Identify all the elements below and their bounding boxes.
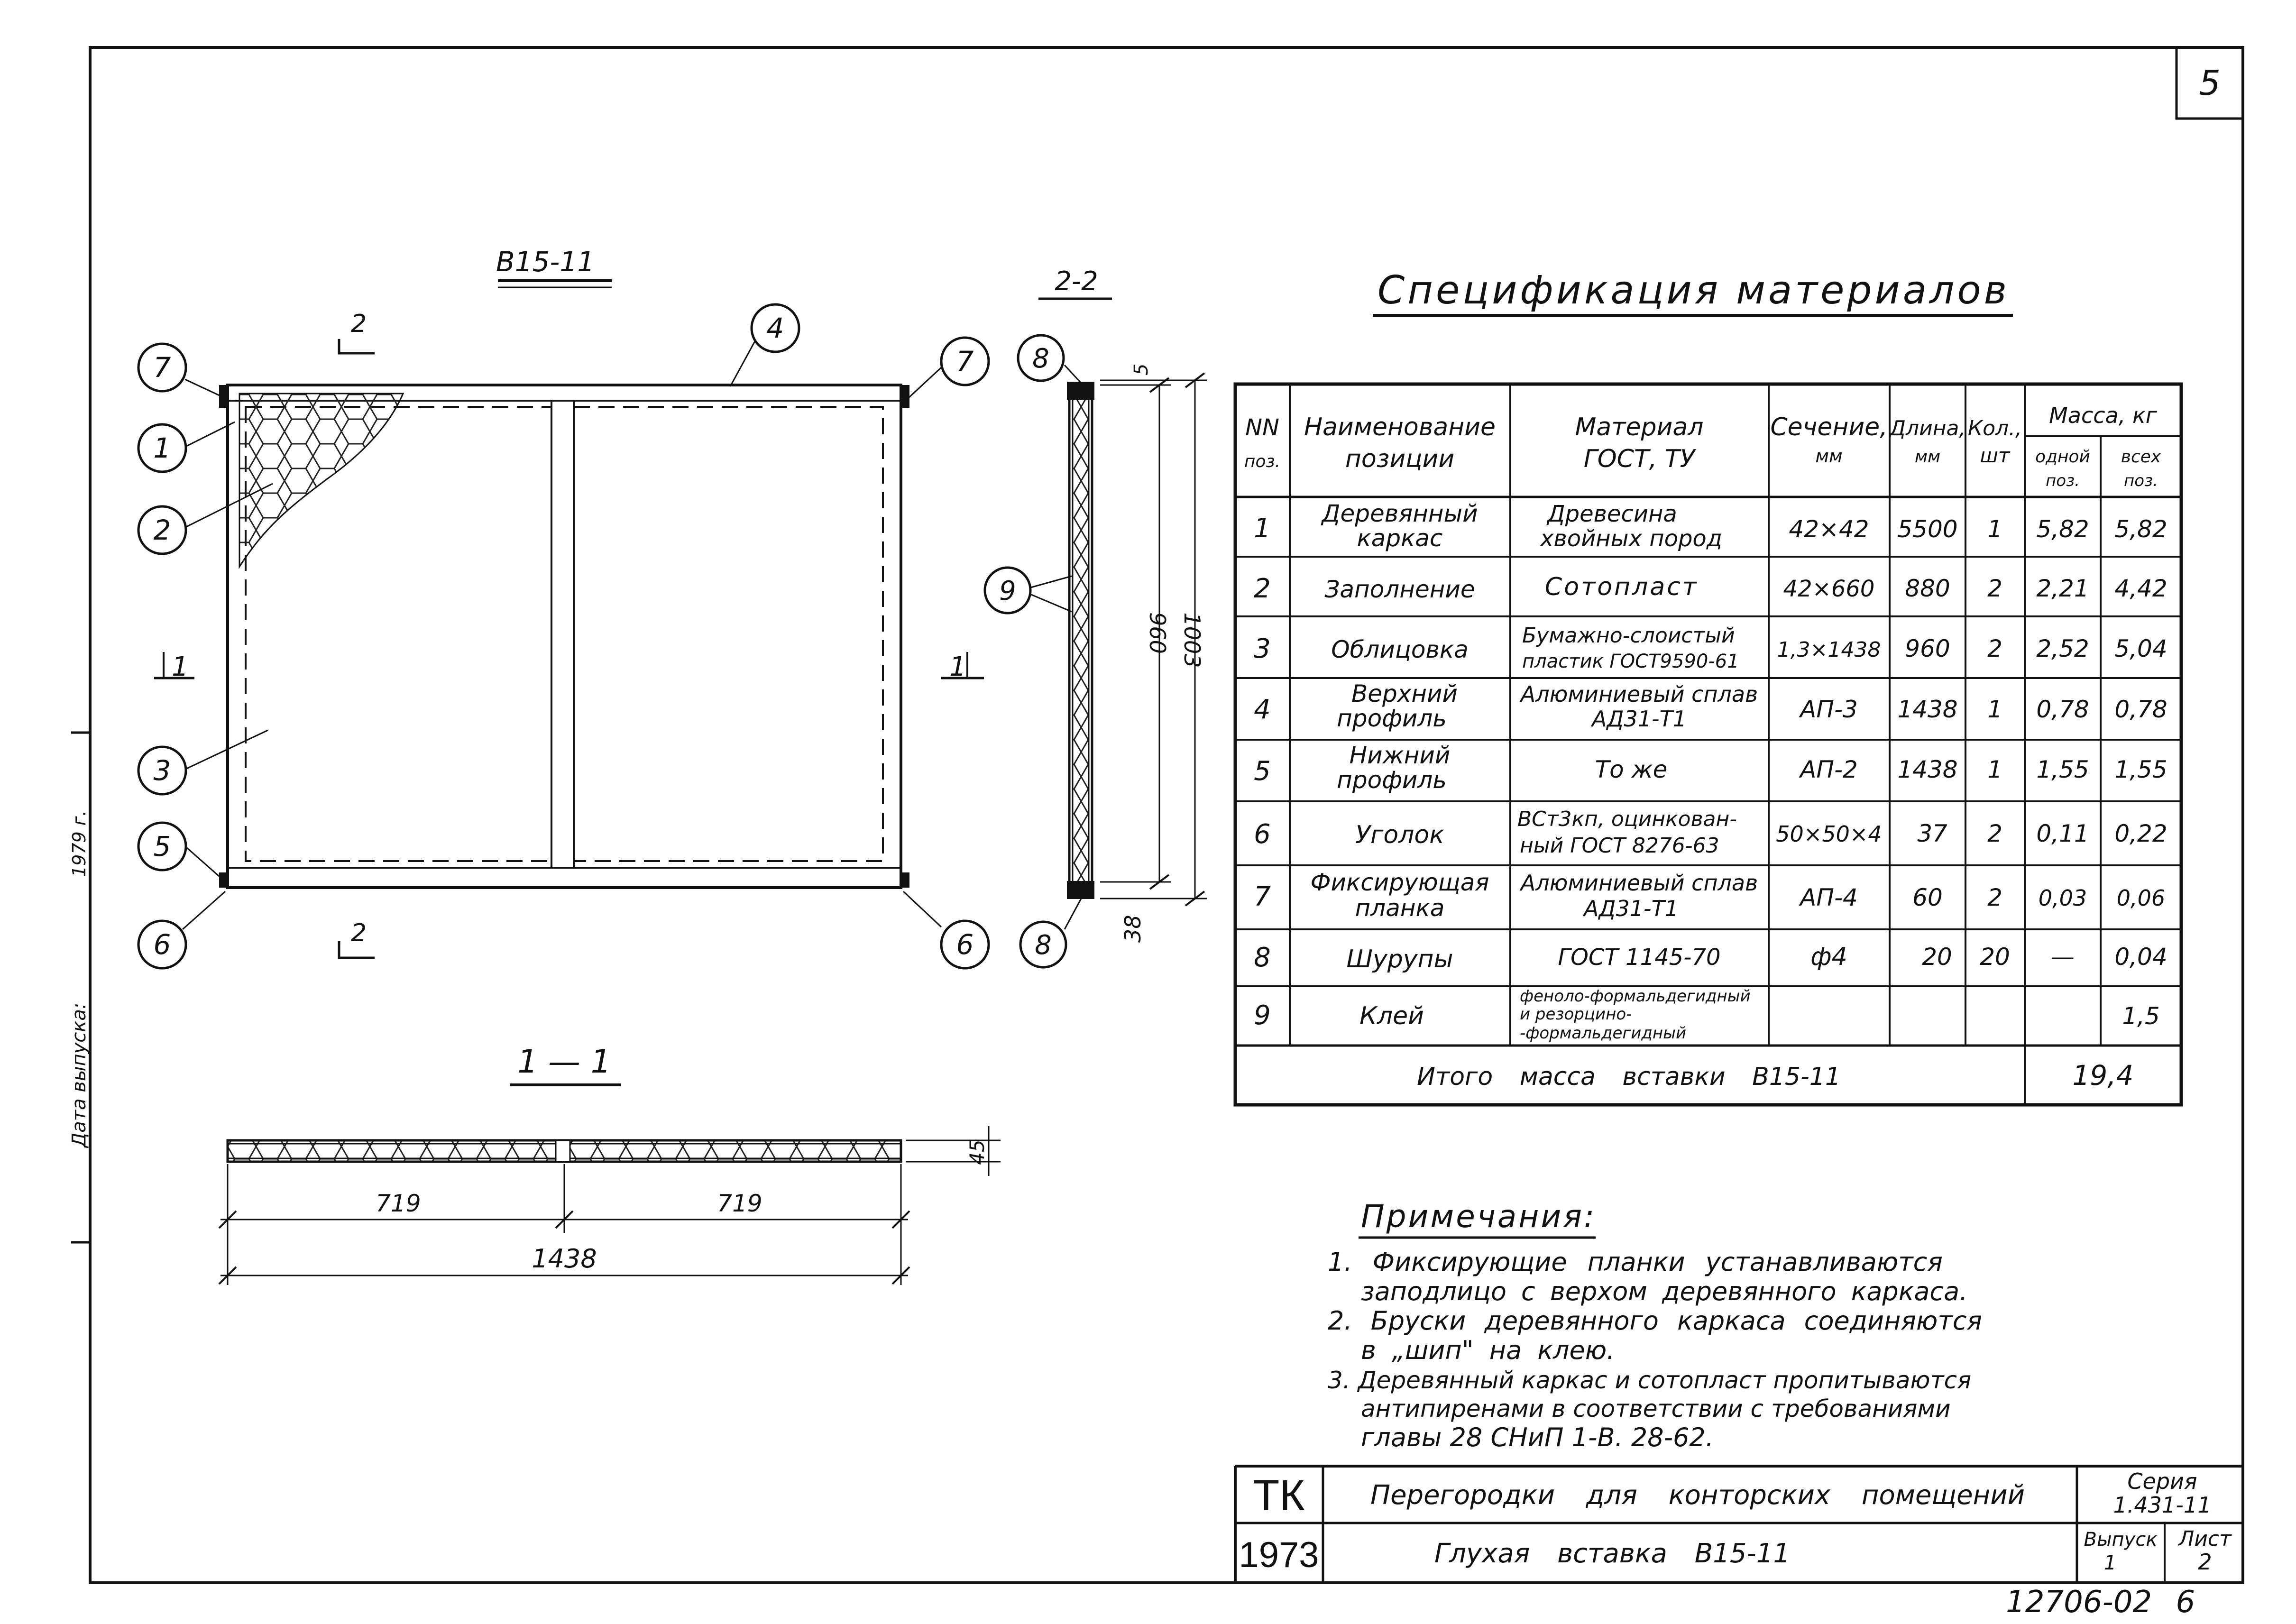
cell-mass-all: 1,5 — [2122, 1002, 2160, 1030]
cell-material: хвойных пород — [1540, 525, 1722, 552]
cell-num: 7 — [1254, 881, 1271, 912]
callout-7-left: 7 — [153, 351, 171, 384]
cell-section: АП-2 — [1800, 756, 1858, 783]
cell-qty: 1 — [1987, 696, 2002, 723]
cell-material: Алюминиевый сплав — [1520, 681, 1758, 707]
cell-num: 2 — [1254, 573, 1271, 604]
dim-top: 5 — [1130, 363, 1152, 376]
section-mark-right: 1 — [949, 651, 966, 682]
cell-mass-one: 2,52 — [2036, 635, 2089, 662]
cell-name: профиль — [1337, 705, 1447, 732]
cell-mass-all: 5,82 — [2114, 515, 2167, 543]
dim-inner: 960 — [1145, 612, 1170, 654]
cell-mass-all: 4,42 — [2114, 575, 2167, 602]
cell-material: Бумажно-слоистый — [1522, 624, 1735, 648]
callout-4: 4 — [766, 312, 784, 344]
cell-material: -формальдегидный — [1520, 1024, 1687, 1043]
cell-material: ВСт3кп, оцинкован- — [1517, 807, 1737, 831]
dim-overall: 1003 — [1179, 612, 1205, 668]
section-1-1 — [219, 1043, 1001, 1285]
callout-7-right: 7 — [956, 345, 974, 377]
callout-3: 3 — [153, 754, 171, 787]
hdr-mass-one-2: поз. — [2046, 471, 2080, 490]
cell-mass-one: 0,03 — [2038, 885, 2087, 911]
note-line: заподлицо с верхом деревянного каркаса. — [1361, 1276, 1968, 1306]
cell-length: 1438 — [1897, 696, 1958, 723]
table-row — [1254, 742, 2167, 794]
cell-material: АД31-Т1 — [1592, 706, 1687, 732]
cell-section: ф4 — [1810, 943, 1847, 971]
cell-num: 9 — [1254, 1000, 1271, 1031]
hdr-name-2: позиции — [1345, 445, 1455, 473]
cell-material: Древесина — [1547, 501, 1677, 527]
cell-length: 880 — [1905, 575, 1950, 602]
series-label: Серия — [2127, 1468, 2197, 1494]
cell-name: Верхний — [1351, 680, 1458, 707]
dim-thickness: 45 — [965, 1139, 989, 1165]
hdr-qty: Кол., — [1967, 416, 2022, 440]
hdr-length: Длина, — [1889, 416, 1966, 440]
section-2-2-title: 2-2 — [1055, 266, 1098, 297]
hdr-mass-all-2: поз. — [2124, 471, 2158, 490]
cell-num: 3 — [1254, 633, 1271, 664]
callout-6-left: 6 — [153, 928, 171, 961]
sheet-value: 2 — [2198, 1549, 2212, 1575]
honeycomb-cutaway — [239, 394, 403, 567]
dim-left: 719 — [376, 1190, 421, 1217]
hdr-section: Сечение, — [1770, 413, 1888, 441]
cell-material: ГОСТ 1145-70 — [1558, 944, 1721, 971]
cell-num: 4 — [1254, 694, 1271, 725]
callout-6-right: 6 — [956, 928, 974, 961]
section-1-1-title: 1 — 1 — [517, 1043, 611, 1081]
table-row — [1254, 573, 2167, 604]
cell-name: Заполнение — [1324, 576, 1475, 603]
hdr-section-unit: мм — [1815, 446, 1843, 467]
note-line: 3. Деревянный каркас и сотопласт пропитываются — [1328, 1367, 1972, 1394]
hdr-num: NN — [1245, 414, 1279, 441]
notes-title: Примечания: — [1361, 1198, 1597, 1235]
cell-length: 1438 — [1897, 756, 1958, 783]
title-block — [1235, 1466, 2243, 1583]
total-value: 19,4 — [2072, 1059, 2134, 1092]
table-row — [1254, 500, 2167, 552]
cell-qty: 1 — [1987, 756, 2002, 783]
cell-section: АП-3 — [1800, 696, 1858, 723]
footer-code: 12706-02 6 — [2006, 1585, 2195, 1620]
cell-mass-all: 0,78 — [2114, 696, 2167, 723]
cell-section: 50×50×4 — [1776, 821, 1882, 847]
cell-name: Облицовка — [1331, 636, 1469, 663]
cell-section: АП-4 — [1800, 884, 1858, 911]
note-line: антипиренами в соответствии с требованиями — [1361, 1395, 1951, 1422]
total-label: Итого масса вставки В15-11 — [1417, 1063, 1841, 1091]
cell-section: 1,3×1438 — [1777, 638, 1881, 662]
cell-name: каркас — [1357, 524, 1443, 552]
org-logo: ТК — [1253, 1471, 1305, 1520]
cell-material: феноло-формальдегидный — [1520, 987, 1751, 1006]
cell-num: 6 — [1254, 819, 1271, 850]
cell-section: 42×660 — [1783, 576, 1875, 602]
cell-mass-one: 1,55 — [2036, 756, 2089, 783]
cell-material: Сотопласт — [1544, 573, 1699, 601]
dim-total: 1438 — [532, 1244, 597, 1274]
hdr-material: Материал — [1575, 413, 1704, 441]
table-row — [1254, 624, 2167, 672]
notes — [1328, 1198, 1982, 1452]
dim-bottom: 38 — [1120, 915, 1146, 943]
cell-material: ный ГОСТ 8276-63 — [1520, 834, 1719, 858]
cell-qty: 2 — [1987, 635, 2002, 662]
tb-year: 1973 — [1239, 1535, 1319, 1575]
spec-body — [1254, 500, 2167, 1092]
cell-section: 42×42 — [1789, 515, 1869, 543]
cell-mass-all: 0,04 — [2114, 943, 2167, 971]
cell-qty: 2 — [1987, 820, 2002, 847]
spec-header — [1244, 403, 2161, 490]
table-row — [1254, 869, 2165, 922]
spec — [1235, 268, 2181, 1105]
hdr-material-2: ГОСТ, ТУ — [1583, 445, 1695, 473]
cell-name: Нижний — [1349, 742, 1451, 769]
callout-8-top: 8 — [1032, 343, 1049, 374]
cell-mass-all: 0,22 — [2114, 820, 2167, 847]
hdr-name: Наименование — [1304, 413, 1496, 441]
section-mark-left: 1 — [172, 651, 189, 682]
cell-qty: 20 — [1980, 943, 2010, 971]
cell-mass-one: 0,11 — [2036, 820, 2089, 847]
note-line: главы 28 СНиП 1-В. 28-62. — [1361, 1422, 1714, 1452]
table-row — [1254, 807, 2167, 858]
cell-material: пластик ГОСТ9590-61 — [1522, 651, 1739, 672]
cell-length: 37 — [1917, 820, 1947, 847]
hdr-mass: Масса, кг — [2049, 403, 2157, 428]
cell-length: 60 — [1912, 884, 1943, 911]
callout-5: 5 — [153, 830, 171, 862]
cell-material: То же — [1595, 756, 1668, 783]
dim-right: 719 — [717, 1190, 762, 1217]
cell-num: 5 — [1254, 756, 1271, 787]
hdr-num-sub: поз. — [1244, 452, 1281, 471]
cell-length: 960 — [1905, 635, 1950, 662]
tb-title-line2: Глухая вставка В15-11 — [1434, 1538, 1790, 1569]
cell-mass-one: 0,78 — [2036, 696, 2089, 723]
page-number: 5 — [2199, 63, 2221, 103]
issue-label: Выпуск — [2084, 1529, 2158, 1551]
note-line: 2. Бруски деревянного каркаса соединяются — [1328, 1306, 1983, 1336]
cell-num: 8 — [1254, 942, 1271, 973]
issue-value: 1 — [2103, 1551, 2117, 1574]
cell-name: Деревянный — [1322, 500, 1478, 527]
callout-2: 2 — [153, 514, 171, 546]
hdr-qty-unit: шт — [1980, 444, 2010, 467]
issue-year: 1979 г. — [69, 810, 90, 877]
front-view-title: В15-11 — [496, 246, 595, 278]
cell-material: и резорцино- — [1520, 1005, 1632, 1024]
tb-title-line1: Перегородки для конторских помещений — [1370, 1480, 2025, 1511]
left-margin — [68, 733, 90, 1242]
cell-material: Алюминиевый сплав — [1520, 870, 1758, 896]
cell-qty: 2 — [1987, 884, 2002, 911]
cell-mass-one: 2,21 — [2036, 575, 2089, 602]
cell-name: планка — [1355, 894, 1445, 922]
hdr-mass-all: всех — [2121, 447, 2161, 467]
cell-qty: 2 — [1987, 575, 2002, 602]
spec-title: Спецификация материалов — [1378, 268, 2010, 313]
cell-name: Клей — [1359, 1002, 1424, 1030]
series-value: 1.431-11 — [2113, 1492, 2212, 1518]
cell-name: Фиксирующая — [1310, 869, 1489, 896]
callout-9: 9 — [999, 576, 1016, 606]
cell-mass-all: 0,06 — [2116, 885, 2166, 911]
front-view — [138, 246, 989, 968]
callout-8-bottom: 8 — [1035, 930, 1052, 961]
note-line: в „шип" на клею. — [1361, 1335, 1615, 1365]
cell-qty: 1 — [1987, 515, 2002, 543]
section-mark-bottom: 2 — [351, 919, 367, 947]
cell-mass-all: 1,55 — [2114, 756, 2167, 783]
cell-mass-one: — — [2051, 943, 2075, 971]
cell-material: АД31-Т1 — [1584, 896, 1679, 921]
callout-1: 1 — [153, 432, 171, 464]
table-row — [1254, 680, 2167, 732]
section-mark-top: 2 — [351, 310, 367, 338]
section-2-2 — [985, 266, 1207, 967]
note-line: 1. Фиксирующие планки устанавливаются — [1328, 1247, 1943, 1277]
cell-name: Уголок — [1355, 821, 1444, 849]
cell-name: профиль — [1337, 766, 1447, 794]
hdr-length-unit: мм — [1914, 447, 1941, 467]
table-row — [1254, 942, 2167, 973]
issue-date-label: Дата выпуска: — [68, 1002, 90, 1147]
cell-length: 5500 — [1897, 515, 1958, 543]
cell-name: Шурупы — [1346, 945, 1453, 973]
cell-length: 20 — [1922, 943, 1952, 971]
hdr-mass-one: одной — [2035, 447, 2090, 467]
cell-mass-one: 5,82 — [2036, 515, 2089, 543]
cell-num: 1 — [1254, 513, 1271, 544]
sheet-label: Лист — [2178, 1527, 2232, 1551]
cell-mass-all: 5,04 — [2114, 635, 2167, 662]
